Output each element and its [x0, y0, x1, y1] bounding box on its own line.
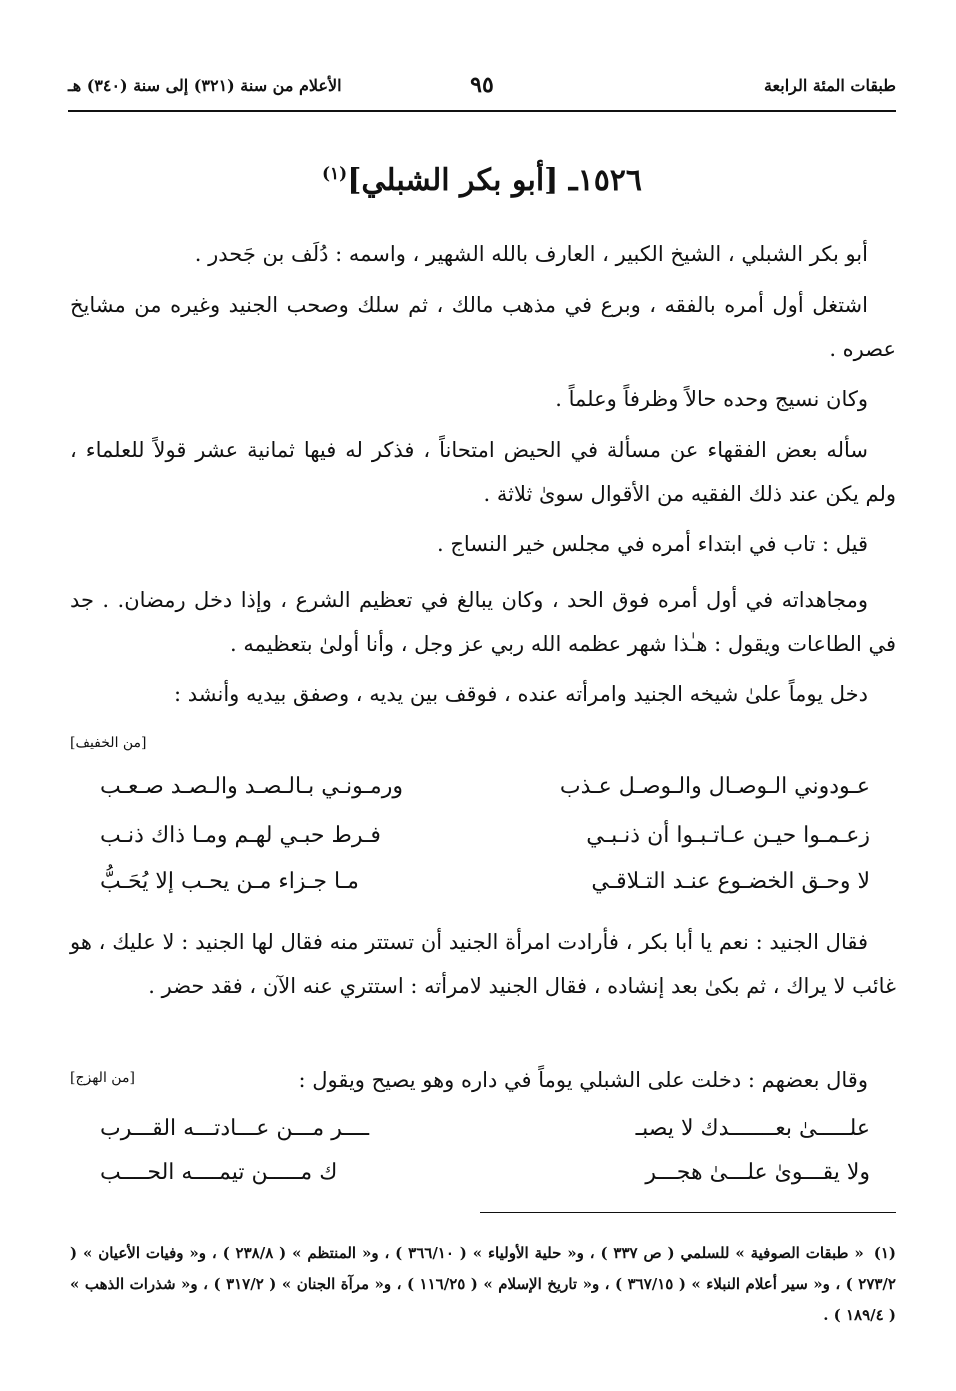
verse-line [100, 1116, 870, 1156]
verse-line [100, 774, 870, 814]
verse-second-hemistich: مـا جـزاء مـن يحـب إلا يُحَـبُّ [100, 869, 359, 894]
paragraph: دخل يوماً علىٰ شيخه الجنيد وامرأته عنده ، فوقف بين يديه ، وصفق بيديه وأنشد : [174, 682, 868, 706]
section-title: طبقات المئة الرابعة [763, 76, 896, 95]
paragraph: فقال الجنيد : نعم يا أبا بكر ، فأرادت امرأة الجنيد أن تستتر منه فقال لها الجنيد : لا عليك ، هو غائب لا يراك ، ثم بكىٰ بعد إنشاده ، فقال الجنيد لامرأته : استتري عنه الآن ، فقد حضر . [70, 930, 896, 998]
paragraph: أبو بكر الشبلي ، الشيخ الكبير ، العارف بالله الشهير ، واسمه : دُلَف بن جَحدر . [194, 242, 868, 266]
entry-title [68, 163, 896, 198]
year-range: الأعلام من سنة (٣٢١) إلى سنة (٣٤٠) هـ [68, 76, 342, 95]
poem-intro: وقال بعضهم : دخلت على الشبلي يوماً في داره وهو يصيح ويقول : [298, 1068, 868, 1092]
verse-first-hemistich: عـودوني الـوصـال والـوصـل عـذب [559, 774, 870, 799]
verse-first-hemistich: لا وحـق الخضـوع عنـد التـلاقـي [591, 869, 870, 894]
footnote-reference: (١) [321, 164, 348, 184]
paragraph: وكان نسيج وحده حالاً وظرفاً وعلماً . [555, 387, 868, 411]
footnote [70, 1238, 896, 1331]
verse-second-hemistich: ك مـــــن تيمــــه الحــــب [100, 1160, 338, 1185]
footnote-rule [480, 1212, 896, 1213]
footnote-text: « طبقات الصوفية » للسلمي ( ص ٣٣٧ ) ، و« حلية الأولياء » ( ٣٦٦/١٠ ) ، و« المنتظم » ( ٢٣٨/٨ ) ، و« وفيات الأعيان » ( ٢٧٣/٢ ) ، و« سير أعلام النبلاء » ( ٣٦٧/١٥ ) ، و« تاريخ الإسلام » ( ١١٦/٢٥ ) ، و« مرآة الجنان » ( ٣١٧/٢ ) ، و« شذرات الذهب » ( ١٨٩/٤ ) . [70, 1244, 896, 1324]
verse-line [100, 823, 870, 863]
verse-first-hemistich: زعـمـوا حيـن عـاتـبـوا أن ذنـبـي [586, 823, 870, 848]
verse-line [100, 869, 870, 909]
verse-line [100, 1160, 870, 1200]
verse-first-hemistich: ولا يقـــوىٰ علـــىٰ هجـــر [645, 1160, 870, 1185]
paragraph: قيل : تاب في ابتداء أمره في مجلس خير النساج . [437, 532, 868, 556]
verse-first-hemistich: علـــــىٰ بعـــــــدك لا يصبـ [635, 1116, 870, 1141]
footnote-mark: (١) [873, 1244, 896, 1262]
header-rule [68, 110, 896, 112]
verse-second-hemistich: ــــر مـــن عـــادتـــه القـــرب [100, 1116, 370, 1141]
meter-label: [من الهزج] [70, 1070, 135, 1086]
paragraph: اشتغل أول أمره بالفقه ، وبرع في مذهب مالك ، ثم سلك وصحب الجنيد وغيره من مشايخ عصره . [70, 293, 896, 361]
running-header [68, 72, 896, 106]
verse-second-hemistich: ورمـونـي بـالـصـد والـصـد صـعـب [100, 774, 403, 799]
paragraph: ومجاهداته في أول أمره فوق الحد ، وكان يبالغ في تعظيم الشرع ، وإذا دخل رمضان. . جد في الطاعات ويقول : هـٰذا شهر عظمه الله ربي عز وجل ، وأنا أولىٰ بتعظيمه . [70, 588, 896, 656]
entry-title-text: ١٥٢٦ـ [أبو بكر الشبلي] [347, 163, 643, 198]
verse-second-hemistich: فـرط حبـي لهـم ومـا ذاك ذنـب [100, 823, 381, 848]
page-number: ٩٥ [470, 72, 494, 98]
paragraph: سأله بعض الفقهاء عن مسألة في الحيض امتحاناً ، فذكر له فيها ثمانية عشر قولاً للعلماء ، ولم يكن عند ذلك الفقيه من الأقوال سوىٰ ثلاثة . [70, 438, 896, 506]
meter-label: [من الخفيف] [70, 735, 147, 751]
